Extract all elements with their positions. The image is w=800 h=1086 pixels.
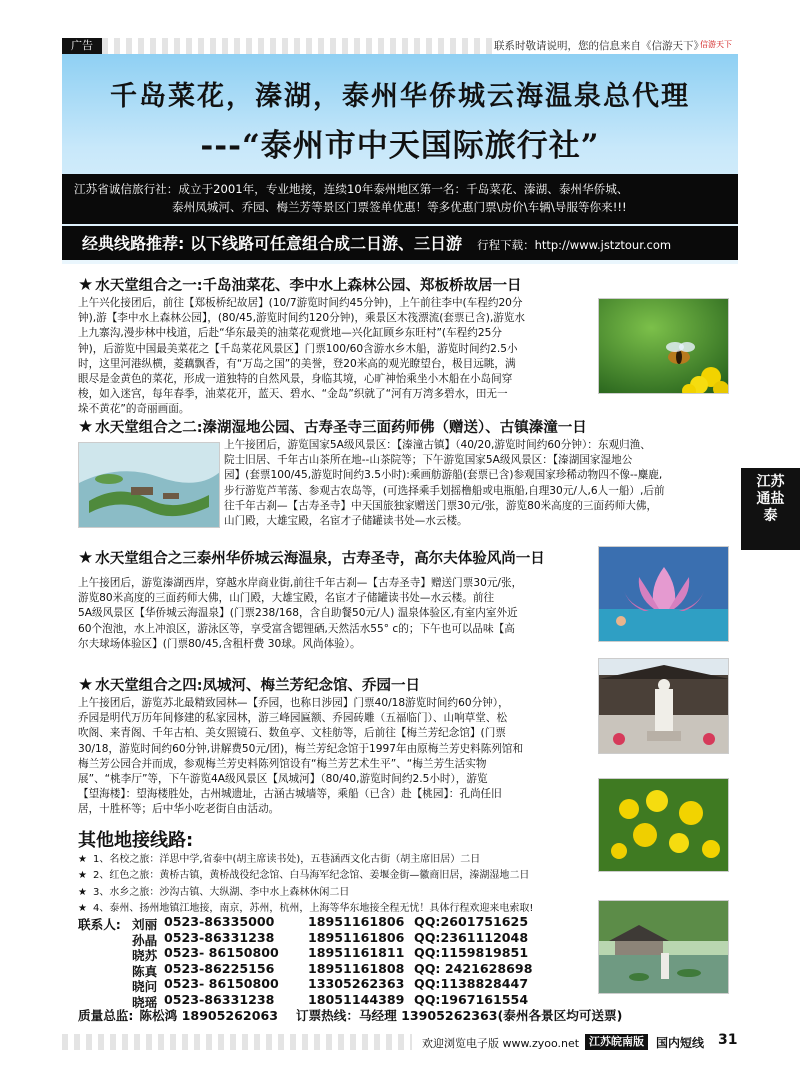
ad-tag: 广告	[62, 38, 102, 54]
publisher-logo: 信游天下	[700, 40, 732, 49]
other-routes-list	[78, 852, 598, 917]
star-icon: ★	[78, 675, 94, 695]
list-item: ★ 2、红色之旅：黄桥古镇，黄桥战役纪念馆、白马海军纪念馆、姜堰金街—徽商旧居，溱湖湿地二日	[78, 870, 530, 882]
top-notice: 联系时敬请说明，您的信息来自《信游天下》	[494, 40, 704, 52]
footer-website[interactable]: 欢迎浏览电子版 www.zyoo.net	[422, 1037, 580, 1050]
banner-title-line1: 千岛菜花，溱湖，泰州华侨城云海温泉总代理	[110, 81, 690, 112]
section-2-text: 上午接团后，游览国家5A级风景区：【溱潼古镇】（40/20,游览时间约60分钟）：东观归渔、 院士旧居、千年古山茶所在地--山茶院等；下午游览国家5A级风景区：【溱湖国家湿地公 园】(套票100/45,游览时间约3.5小时):乘画舫游船(套票已含)参观国家珍稀动物四不像--麋鹿, 步行游览芦苇荡、参观古农岛等，(可选择乘手划摇橹船或电瓶船,自理30元/人,6人一船）,后前 往千年古刹—【古寿圣寺】中天国旅独家赠送门票30元/张，游览80米高度的三面药师大佛， 山门殿，大雄宝殿，名宦才子储罐读书处—水云楼。	[224, 439, 665, 528]
quality-label: 质量总监:	[78, 1008, 134, 1023]
rapeseed-flower-photo	[598, 778, 729, 872]
banner-intro-line1: 江苏省诚信旅行社：成立于2001年，专业地接，连续10年泰州地区第一名：千岛菜花、溱湖、泰州华侨城、	[74, 182, 629, 196]
star-icon: ★	[78, 417, 94, 437]
section-1-title: ★ 水天堂组合之一:千岛油菜花、李中水上森林公园、郑板桥故居一日	[78, 275, 522, 295]
section-1-text: 上午兴化接团后，前往【郑板桥纪故居】(10/7游览时间约45分钟)，上午前往李中(车程约20分 钟),游【李中水上森林公园】，(80/45,游览时间约120分钟)，乘景区木筏漂流(套票已含),游览水 上九寨沟,漫步林中栈道，后赴“华东最美的油菜花观赏地—兴化缸顾乡东旺村”(车程约25分 钟)，后游览中国最美菜花之【千岛菜花风景区】门票100/60含游水乡木船，游览时间约2.5小 时，这里河港纵横，菱藕飘香，有“万岛之国”的美誉，登20米高的观光瞭望台，极目远眺，满 眼尽是金黄色的菜花，形成一道独特的自然风景，身临其境，心旷神怡乘坐小木船在小岛间穿 梭，如入迷宫，每年春季，油菜花开，蓝天、碧水、“金岛”织就了“河有万湾多碧水，田无一 垛不黄花”的奇丽画面。	[78, 297, 525, 416]
banner-route	[62, 226, 738, 260]
page-number: 31	[718, 1032, 738, 1048]
star-icon: ★	[78, 275, 94, 295]
bee-rapeseed-photo	[598, 298, 729, 394]
route-download-link[interactable]: 行程下载：http://www.jstztour.com	[477, 238, 672, 252]
banner-intro	[62, 174, 738, 224]
contacts-label: 联系人:	[78, 917, 121, 932]
section-2-title: ★ 水天堂组合之二:溱湖湿地公园、古寿圣寺三面药师佛（赠送）、古镇溱潼一日	[78, 417, 587, 437]
hotline-number: 马经理 13905262363	[358, 1008, 498, 1023]
top-bar	[0, 0, 800, 52]
footer-category: 国内短线	[656, 1036, 705, 1050]
wetland-aerial-photo	[78, 442, 220, 528]
quality-person: 陈松鸿 18905262063	[139, 1008, 278, 1023]
top-stripe	[102, 38, 492, 54]
other-routes-title: 其他地接线路:	[78, 830, 194, 851]
region-side-tab: 江苏通盐泰	[741, 468, 800, 550]
footer	[0, 1030, 800, 1054]
banner-title-line2: ---“泰州市中天国际旅行社”	[200, 128, 600, 164]
list-item: ★ 4、泰州、扬州地镇江地接，南京，苏州，杭州，上海等华东地接全程无忧！具体行程欢迎来电索取!	[78, 902, 534, 914]
garden-pond-photo	[598, 900, 729, 994]
list-item: ★ 3、水乡之旅：沙沟古镇、大纵湖、李中水上森林休闲二日	[78, 886, 350, 898]
section-3-title: ★ 水天堂组合之三泰州华侨城云海温泉，古寿圣寺，高尔夫体验风尚一日	[78, 548, 545, 568]
route-recommend: 经典线路推荐: 以下线路可任意组合成二日游、三日游	[82, 234, 462, 253]
hotline-label: 订票热线：	[295, 1008, 359, 1023]
section-4-text: 上午接团后，游览苏北最精致园林—【乔园，也称日涉园】门票40/18游览时间约60分钟）， 乔园是明代万历年间修建的私家园林，游三峰园匾额、乔园砖雕（五福临门）、山响草堂、松 吹阁、来青阁、千年古柏、美女照镜石、数鱼亭、文桂舫等，后前往【梅兰芳纪念馆】(门票 30/18，游览时间约60分钟,讲解费50元/团)，梅兰芳纪念馆于1997年由原梅兰芳史料陈列馆和 梅兰芳公园合并而成，参观梅兰芳史料陈列馆设有“梅兰芳艺术生平”、“梅兰芳生活实物 展”、“桃李厅”等，下午游览4A级风景区【凤城河】（80/40,游览时间约2.5小时），游览 【望海楼】：望海楼胜处，古州城遗址，古涵古城墙等，乘船（已含）赴【桃园】：孔尚任旧 居，十胜杯等；后中华小吃老街自由活动。	[78, 697, 524, 816]
star-icon: ★	[78, 548, 94, 568]
footer-stripe	[62, 1034, 412, 1050]
section-3-text: 上午接团后，游览溱湖西岸，穿越水岸商业街,前往千年古刹—【古寿圣寺】赠送门票30元/张， 游览80米高度的三面药师大佛，山门殿，大雄宝殿，名宦才子储罐读书处—水云楼。前往 5A级风景区【华侨城云海温泉】(门票238/168，含自助餐50元/人) 温泉体验区,有室内室外近 60个泡池，水上冲浪区，游泳区等，享受富含锶锂硒,天然活水55° c的；下午也可以品味【高 尔夫球场体验区】(门票80/45,含租杆费 30球。风尚体验）。	[78, 577, 523, 650]
quality-hotline	[78, 1005, 622, 1024]
banner-intro-line2: 泰州凤城河、乔园、梅兰芳等景区门票签单优惠！等多优惠门票\房价\车辆\导服等你来!!!	[172, 200, 627, 214]
hotspring-lotus-photo	[598, 546, 729, 642]
delivery-note: (泰州各景区均可送票)	[497, 1008, 623, 1023]
banner	[62, 54, 738, 264]
list-item: ★ 1、名校之旅：洋思中学,省泰中(胡主席读书处)，五巷涵西文化古街（胡主席旧居）二日	[78, 854, 481, 865]
section-4-title: ★ 水天堂组合之四:凤城河、梅兰芳纪念馆、乔园一日	[78, 675, 421, 695]
footer-edition: 江苏皖南版	[585, 1034, 648, 1050]
meilanfang-statue-photo	[598, 658, 729, 754]
